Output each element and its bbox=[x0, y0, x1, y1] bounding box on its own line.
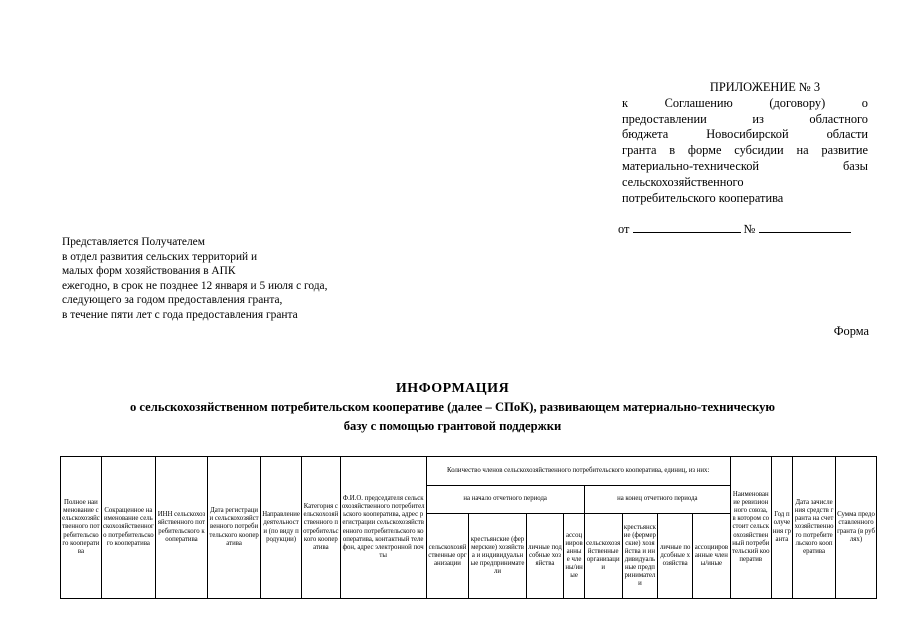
appendix-line: к Соглашению (договору) о bbox=[622, 95, 868, 110]
header-grant-date: Дата зачисления средств гранта на счет хозяйственного потребительского кооператива bbox=[793, 457, 836, 599]
cooperative-info-table bbox=[60, 456, 877, 599]
appendix-title: ПРИЛОЖЕНИЕ № 3 bbox=[709, 80, 821, 94]
number-label: № bbox=[743, 222, 756, 236]
note-line: в течение пяти лет с года предоставления гранта bbox=[62, 308, 298, 321]
form-label: Форма bbox=[833, 324, 869, 338]
submission-note bbox=[62, 235, 327, 323]
number-blank bbox=[759, 221, 851, 233]
header-inn: ИНН сельскохозяйственного потребительского кооператива bbox=[155, 457, 207, 599]
header-personal-end: личные подсобные хозяйства bbox=[658, 514, 693, 599]
note-line: ежегодно, в срок не позднее 12 января и 5 июля с года, bbox=[62, 279, 328, 292]
from-label: от bbox=[618, 222, 630, 236]
header-farms-start: крестьянские (фермерские) хозяйства и индивидуальные предприниматели bbox=[469, 514, 526, 599]
header-associated-end: ассоциированные члены/иные bbox=[693, 514, 731, 599]
header-farms-end: крестьянские (фермерские) хозяйства и индивидуальные предприниматели bbox=[622, 514, 658, 599]
header-agro-orgs-start: сельскохозяйственные организации bbox=[426, 514, 469, 599]
header-agro-orgs-end: сельскохозяйственные организации bbox=[584, 514, 622, 599]
header-member-count: Количество членов сельскохозяйственного потребительского кооператива, единиц, из них: bbox=[426, 457, 730, 486]
header-registration-date: Дата регистрации сельскохозяйственного потребительского кооператива bbox=[208, 457, 261, 599]
header-chairman-contacts: Ф.И.О. председателя сельскохозяйственного потребительского кооператива, адрес регистрации сельскохозяйственного потребительского кооператива, контактный телефон, адрес электронной почты bbox=[340, 457, 426, 599]
header-category: Категория сельскохозяйственного потребительского кооператива bbox=[301, 457, 340, 599]
document-title: ИНФОРМАЦИЯ bbox=[395, 381, 510, 396]
date-blank bbox=[633, 221, 741, 233]
header-short-name: Сокращенное наименование сельскохозяйственного потребительского кооператива bbox=[101, 457, 155, 599]
header-grant-year: Год получения гранта bbox=[771, 457, 792, 599]
appendix-line: сельскохозяйственного bbox=[622, 174, 744, 189]
appendix-line: материально-технической базы bbox=[622, 158, 868, 173]
header-period-end: на конец отчетного периода bbox=[584, 486, 730, 514]
header-associated-start: ассоциированные члены/иные bbox=[564, 514, 584, 599]
appendix-block bbox=[622, 80, 868, 206]
appendix-line: бюджета Новосибирской области bbox=[622, 127, 868, 142]
note-line: Представляется Получателем bbox=[62, 236, 205, 248]
header-period-start: на начало отчетного периода bbox=[426, 486, 584, 514]
note-line: малых форм хозяйствования в АПК bbox=[62, 265, 236, 278]
note-line: в отдел развития сельских территорий и bbox=[62, 250, 258, 263]
appendix-line: потребительского кооператива bbox=[622, 190, 784, 205]
header-grant-sum: Сумма предоставленного гранта (в рублях) bbox=[836, 457, 877, 599]
header-audit-union: Наименование ревизионного союза, в котором состоит сельскохозяйственный потребительский кооператив bbox=[730, 457, 771, 599]
header-personal-start: личные подсобные хозяйства bbox=[526, 514, 564, 599]
header-activity: Направление деятельности (по виду продукции) bbox=[261, 457, 302, 599]
document-subtitle: о сельскохозяйственном потребительском кооперативе (далее – СПоК), развивающем материально-техническую bbox=[129, 400, 776, 414]
agreement-date-number bbox=[618, 221, 851, 237]
document-subtitle-cont: базу с помощью грантовой поддержки bbox=[343, 419, 562, 433]
appendix-line: предоставлении из областного bbox=[622, 111, 868, 126]
header-full-name: Полное наименование сельскохозяйственного потребительского кооператива bbox=[61, 457, 102, 599]
note-line: следующего за годом предоставления гранта, bbox=[62, 294, 283, 307]
appendix-line: гранта в форме субсидии на развитие bbox=[622, 143, 868, 158]
